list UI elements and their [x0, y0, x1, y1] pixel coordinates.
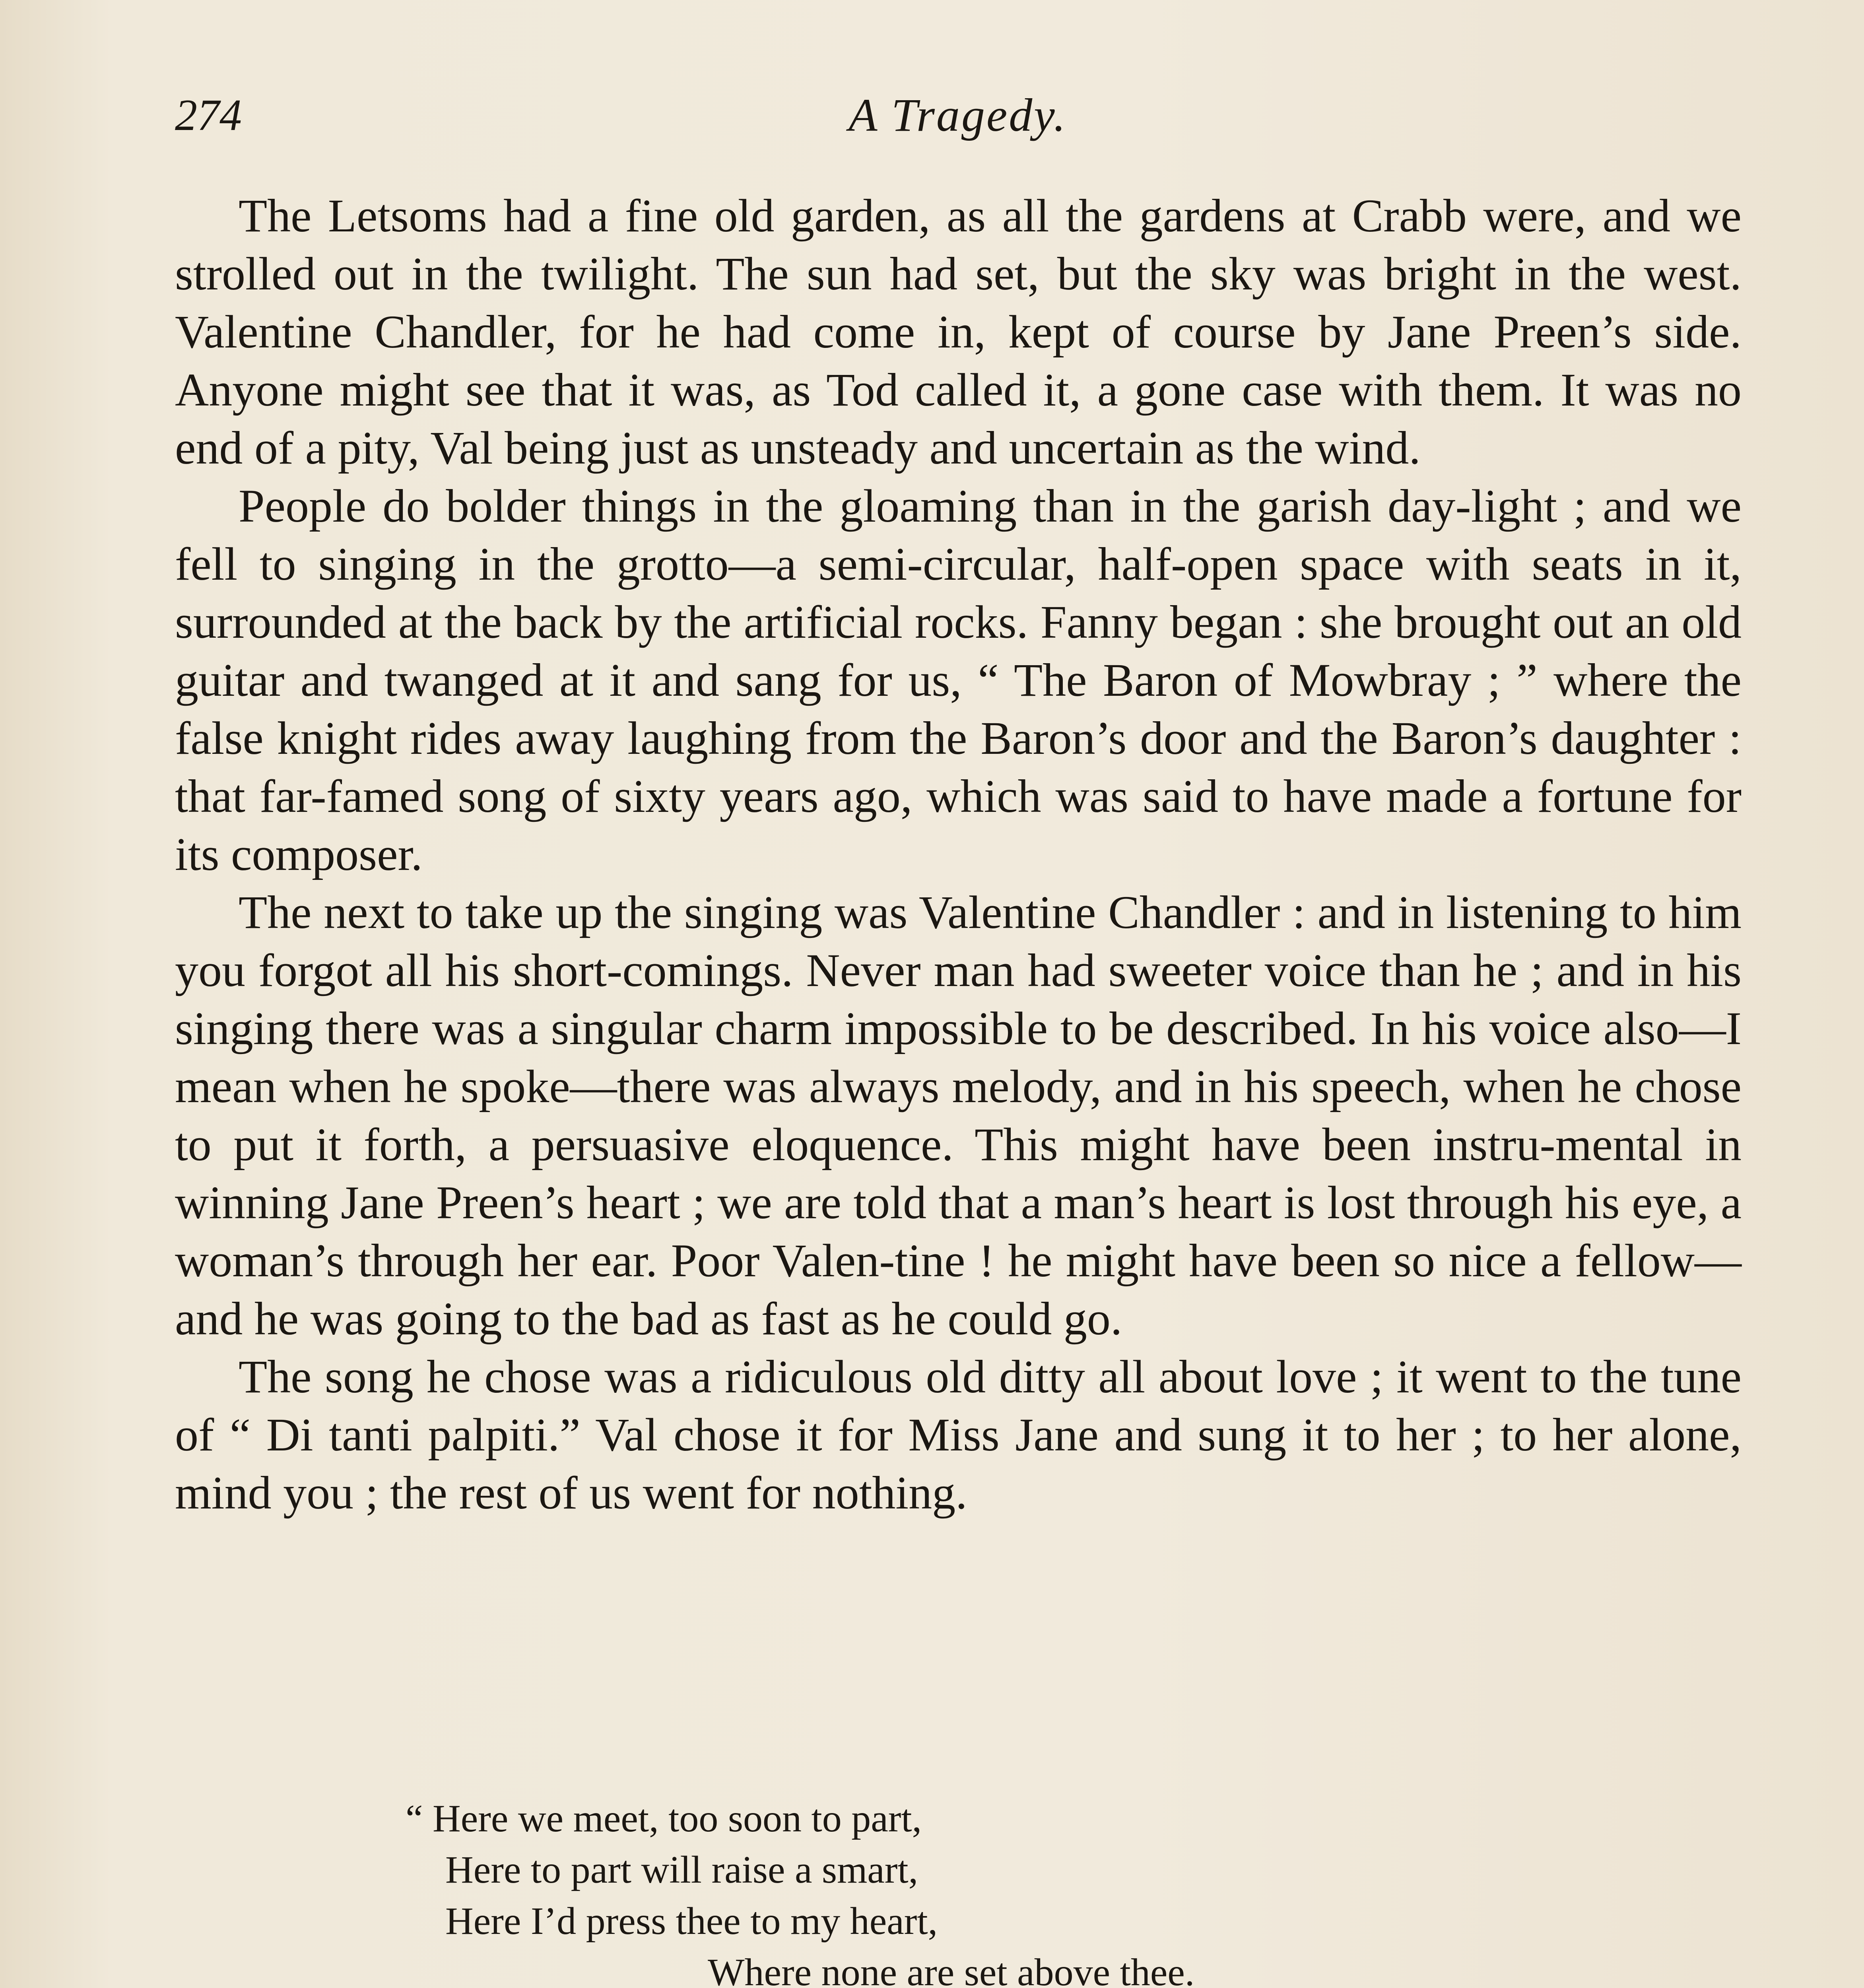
- stanza-1: [406, 1793, 1718, 1988]
- verse-line: Where none are set above thee.: [708, 1951, 1195, 1988]
- song-verse: [406, 1793, 1718, 1988]
- paragraph-garden: The Letsoms had a fine old garden, as all the gardens at Crabb were, and we strolled out in the twilight. The sun had set, but the sky was bright in the west. Valentine Chandler, for he had come in, kept of course by Jane Preen’s side. Anyone might see that it was, as Tod called it, a gone case with them. It was no end of a pity, Val being just as unsteady and uncertain as the wind.: [175, 190, 1742, 474]
- page-number: 274: [175, 91, 242, 140]
- paragraph-valentine-singing: The next to take up the singing was Valentine Chandler : and in listening to him you forgot all his short-comings. Never man had sweeter voice than he ; and in his singing there was a singular charm impossible to be described. In his voice also—I mean when he spoke—there was always melody, and in his speech, when he chose to put it forth, a persuasive eloquence. This might have been instru-mental in winning Jane Preen’s heart ; we are told that a man’s heart is lost through his eye, a woman’s through her ear. Poor Valen-tine ! he might have been so nice a fellow—and he was going to the bad as fast as he could go.: [175, 886, 1742, 1345]
- verse-line: Here I’d press thee to my heart,: [445, 1900, 938, 1943]
- running-title: A Tragedy.: [849, 89, 1067, 141]
- page-header: [175, 80, 1741, 147]
- verse-line: “ Here we meet, too soon to part,: [406, 1797, 922, 1840]
- paragraph-grotto: People do bolder things in the gloaming than in the garish day-light ; and we fell to singing in the grotto—a semi-circular, half-open space with seats in it, surrounded at the back by the artificial rocks. Fanny began : she brought out an old guitar and twanged at it and sang for us, “ The Baron of Mowbray ; ” where the false knight rides away laughing from the Baron’s door and the Baron’s daughter : that far-famed song of sixty years ago, which was said to have made a fortune for its composer.: [175, 480, 1742, 880]
- paragraph-song-choice: The song he chose was a ridiculous old ditty all about love ; it went to the tune of “ Di tanti palpiti.” Val chose it for Miss Jane and sung it to her ; to her alone, mind you ; the rest of us went for nothing.: [175, 1351, 1742, 1519]
- verse-line: Here to part will raise a smart,: [445, 1848, 918, 1891]
- body-text: [175, 187, 1742, 1522]
